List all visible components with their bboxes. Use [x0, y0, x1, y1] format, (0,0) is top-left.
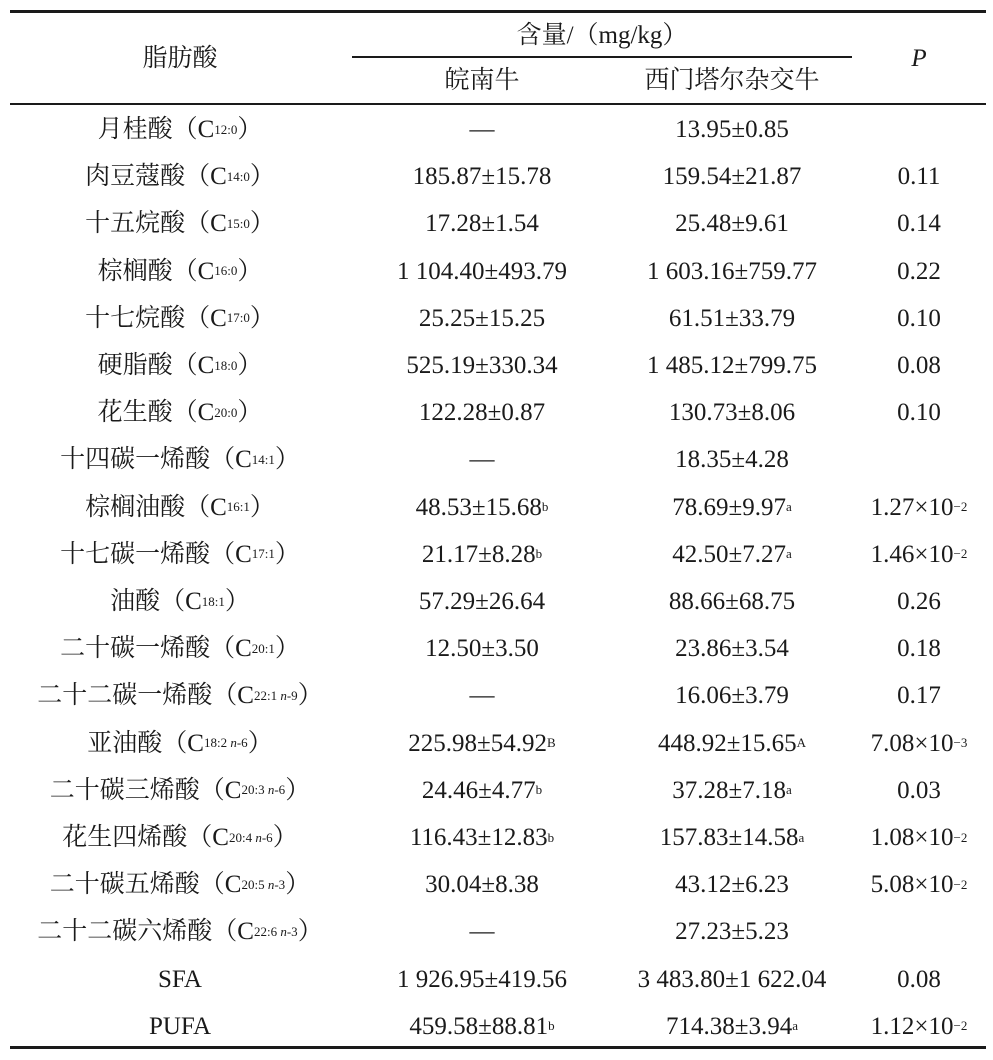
fatty-acid-name: 二十碳一烯酸（C 20:1 ）: [60, 635, 300, 663]
p-value: 1.12×10 −2: [870, 1012, 968, 1040]
wannan-mean-sd: 25.25±15.25: [418, 304, 546, 332]
cross-mean-sd: 18.35±4.28: [675, 446, 789, 474]
cross-value: [612, 578, 852, 625]
wannan-value: [352, 956, 612, 1003]
header-p: P: [911, 45, 927, 72]
close-paren: ）: [224, 588, 250, 616]
close-paren: ）: [274, 635, 300, 663]
cross-value: [612, 956, 852, 1003]
cross-mean-sd: 42.50±7.27: [672, 540, 786, 568]
fatty-acid-name: 肉豆蔻酸（C 14:0 ）: [85, 163, 275, 191]
cross-mean-sd: 13.95±0.85: [675, 116, 789, 144]
cross-value: 448.92±15.65 A: [657, 729, 807, 757]
cross-mean-sd: 159.54±21.87: [662, 163, 802, 191]
wannan-value: [352, 436, 612, 483]
cross-mean-sd: 25.48±9.61: [675, 210, 789, 238]
fatty-acid-label: 硬脂酸（C: [97, 352, 215, 380]
wannan-value: [352, 861, 612, 908]
p-value: [852, 389, 986, 436]
cross-value: [612, 200, 852, 247]
wannan-mean-sd: —: [469, 116, 495, 144]
fatty-acid-label: 棕榈酸（C: [97, 257, 215, 285]
p-value-text: 0.18: [897, 635, 941, 663]
header-cross: 西门塔尔杂交牛: [644, 67, 820, 94]
cross-value: 714.38±3.94 a: [665, 1012, 798, 1040]
close-paren: ）: [237, 116, 263, 144]
wannan-mean-sd: 459.58±88.81: [409, 1012, 549, 1040]
fatty-acid-label: 十七碳一烯酸（C: [60, 540, 252, 568]
close-paren: ）: [285, 776, 311, 804]
fatty-acid-label: 月桂酸（C: [97, 116, 215, 144]
cross-mean-sd: 1 603.16±759.77: [647, 257, 817, 285]
fatty-acid-label: 二十碳一烯酸（C: [60, 635, 252, 663]
close-paren: ）: [247, 729, 273, 757]
p-value-text: 0.11: [897, 163, 941, 191]
close-paren: ）: [237, 352, 263, 380]
cross-mean-sd: 27.23±5.23: [675, 918, 789, 946]
header-rule: [10, 103, 986, 105]
close-paren: ）: [249, 493, 275, 521]
header-content-group: 含量/（mg/kg）: [516, 21, 688, 49]
cross-mean-sd: 1 485.12±799.75: [647, 352, 817, 380]
fatty-acid-label: 二十碳五烯酸（C: [49, 871, 242, 899]
p-value: 1.08×10 −2: [870, 824, 968, 852]
fatty-acid-label: 肉豆蔻酸（C: [85, 163, 227, 191]
p-value: [852, 153, 986, 200]
wannan-mean-sd: 21.17±8.28: [421, 540, 536, 568]
p-value: [852, 436, 986, 483]
wannan-mean-sd: 30.04±8.38: [425, 871, 539, 899]
fatty-acid-name: 花生酸（C 20:0 ）: [97, 399, 263, 427]
wannan-mean-sd: —: [469, 446, 495, 474]
fatty-acid-label: SFA: [157, 965, 202, 993]
cross-value: [612, 153, 852, 200]
cross-value: [612, 436, 852, 483]
cross-mean-sd: 130.73±8.06: [668, 399, 796, 427]
p-value: [852, 106, 986, 153]
p-value: [852, 956, 986, 1003]
p-value: [852, 625, 986, 672]
p-value: [852, 295, 986, 342]
fatty-acid-name: 棕榈油酸（C 16:1 ）: [85, 493, 275, 521]
wannan-value: [352, 672, 612, 719]
fatty-acid-name: 十五烷酸（C 15:0 ）: [85, 210, 275, 238]
wannan-value: 21.17±8.28 b: [421, 540, 543, 568]
p-value-text: 7.08×10: [870, 729, 954, 757]
header-wannan: 皖南牛: [444, 67, 520, 94]
header-fatty-acid: 脂肪酸: [142, 45, 218, 72]
wannan-value: [352, 389, 612, 436]
cross-value: [612, 106, 852, 153]
cross-mean-sd: 714.38±3.94: [665, 1012, 793, 1040]
p-value-text: 1.12×10: [870, 1012, 954, 1040]
p-value-text: 0.17: [897, 682, 941, 710]
fatty-acid-name: [10, 1003, 350, 1050]
fatty-acid-label: PUFA: [148, 1012, 212, 1040]
p-value-text: 0.08: [897, 352, 941, 380]
cross-value: 157.83±14.58 a: [659, 824, 805, 852]
fatty-acid-label: 棕榈油酸（C: [85, 493, 227, 521]
fatty-acid-name: 花生四烯酸（C 20:4 n-6 ）: [62, 824, 298, 852]
p-value-text: 1.27×10: [870, 493, 954, 521]
wannan-value: [352, 200, 612, 247]
fatty-acid-name: 亚油酸（C 18:2 n-6 ）: [87, 729, 273, 757]
cross-mean-sd: 3 483.80±1 622.04: [637, 965, 827, 993]
wannan-value: [352, 625, 612, 672]
p-value: 1.27×10 −2: [870, 493, 968, 521]
wannan-mean-sd: 12.50±3.50: [425, 635, 539, 663]
wannan-value: [352, 342, 612, 389]
fatty-acid-label: 十四碳一烯酸（C: [60, 446, 252, 474]
fatty-acid-label: 十五烷酸（C: [85, 210, 227, 238]
cross-mean-sd: 23.86±3.54: [675, 635, 789, 663]
fatty-acid-label: 二十碳三烯酸（C: [49, 776, 242, 804]
wannan-value: 116.43±12.83 b: [409, 824, 555, 852]
close-paren: ）: [249, 304, 275, 332]
close-paren: ）: [249, 210, 275, 238]
wannan-mean-sd: 116.43±12.83: [409, 824, 548, 852]
p-value: [852, 578, 986, 625]
cross-value: [612, 908, 852, 955]
wannan-mean-sd: 122.28±0.87: [418, 399, 546, 427]
fatty-acid-label: 二十二碳六烯酸（C: [37, 918, 254, 946]
wannan-mean-sd: 1 926.95±419.56: [397, 965, 567, 993]
wannan-value: 48.53±15.68 b: [415, 493, 549, 521]
cross-value: [612, 248, 852, 295]
p-value: [852, 767, 986, 814]
wannan-mean-sd: 225.98±54.92: [408, 729, 548, 757]
cross-mean-sd: 78.69±9.97: [672, 493, 786, 521]
cross-mean-sd: 43.12±6.23: [675, 871, 789, 899]
p-value-text: 1.08×10: [870, 824, 954, 852]
p-value: [852, 672, 986, 719]
p-value-text: 0.22: [897, 257, 941, 285]
cross-value: 42.50±7.27 a: [672, 540, 792, 568]
wannan-value: [352, 908, 612, 955]
wannan-mean-sd: 185.87±15.78: [412, 163, 552, 191]
cross-value: [612, 389, 852, 436]
p-value: 1.46×10 −2: [870, 540, 968, 568]
cross-mean-sd: 37.28±7.18: [672, 776, 786, 804]
fatty-acid-label: 亚油酸（C: [87, 729, 204, 757]
fatty-acid-name: 二十二碳一烯酸（C 22:1 n-9 ）: [37, 682, 323, 710]
fatty-acid-label: 十七烷酸（C: [85, 304, 227, 332]
wannan-mean-sd: —: [469, 918, 495, 946]
cross-value: 37.28±7.18 a: [672, 776, 792, 804]
p-value: 5.08×10 −2: [870, 871, 968, 899]
wannan-mean-sd: 17.28±1.54: [425, 210, 539, 238]
cross-value: 78.69±9.97 a: [672, 493, 792, 521]
close-paren: ）: [274, 540, 300, 568]
p-value-text: 1.46×10: [870, 540, 954, 568]
p-value-text: 0.10: [897, 304, 941, 332]
p-value-text: 0.10: [897, 399, 941, 427]
wannan-mean-sd: 48.53±15.68: [415, 493, 542, 521]
fatty-acid-name: 二十二碳六烯酸（C 22:6 n-3 ）: [37, 918, 323, 946]
p-value-text: 5.08×10: [870, 871, 954, 899]
wannan-value: [352, 153, 612, 200]
fatty-acid-name: 十七碳一烯酸（C 17:1 ）: [60, 540, 300, 568]
fatty-acid-name: 硬脂酸（C 18:0 ）: [97, 352, 263, 380]
fatty-acid-label: 花生四烯酸（C: [62, 824, 229, 852]
close-paren: ）: [249, 163, 275, 191]
wannan-mean-sd: 57.29±26.64: [418, 588, 546, 616]
wannan-mean-sd: 525.19±330.34: [406, 352, 558, 380]
fatty-acid-name: [10, 956, 350, 1003]
close-paren: ）: [297, 918, 323, 946]
close-paren: ）: [237, 399, 263, 427]
fatty-acid-name: 棕榈酸（C 16:0 ）: [97, 257, 263, 285]
wannan-mean-sd: 24.46±4.77: [421, 776, 536, 804]
p-value-text: 0.03: [897, 776, 941, 804]
p-value: [852, 342, 986, 389]
p-value-text: 0.14: [897, 210, 941, 238]
fatty-acid-name: 月桂酸（C 12:0 ）: [97, 116, 263, 144]
fatty-acid-label: 花生酸（C: [97, 399, 215, 427]
p-value-text: 0.26: [897, 588, 941, 616]
cross-value: [612, 625, 852, 672]
wannan-value: [352, 106, 612, 153]
wannan-value: [352, 578, 612, 625]
wannan-mean-sd: —: [469, 682, 495, 710]
p-value: [852, 248, 986, 295]
fatty-acid-label: 二十二碳一烯酸（C: [37, 682, 254, 710]
close-paren: ）: [285, 871, 311, 899]
fatty-acid-name: 二十碳五烯酸（C 20:5 n-3 ）: [49, 871, 311, 899]
close-paren: ）: [274, 446, 300, 474]
wannan-value: 459.58±88.81 b: [409, 1012, 555, 1040]
p-value: 7.08×10 −3: [870, 729, 968, 757]
cross-value: [612, 295, 852, 342]
top-rule: [10, 10, 986, 13]
fatty-acid-name: 油酸（C 18:1 ）: [110, 588, 250, 616]
p-value: [852, 200, 986, 247]
fatty-acid-name: 十七烷酸（C 17:0 ）: [85, 304, 275, 332]
wannan-value: [352, 295, 612, 342]
fatty-acid-label: 油酸（C: [110, 588, 202, 616]
fatty-acid-name: 十四碳一烯酸（C 14:1 ）: [60, 446, 300, 474]
cross-mean-sd: 16.06±3.79: [675, 682, 789, 710]
p-value-text: 0.08: [897, 965, 941, 993]
cross-value: [612, 672, 852, 719]
close-paren: ）: [297, 682, 323, 710]
wannan-value: 225.98±54.92 B: [408, 729, 556, 757]
cross-mean-sd: 61.51±33.79: [668, 304, 796, 332]
p-value: [852, 908, 986, 955]
wannan-value: [352, 248, 612, 295]
cross-value: [612, 342, 852, 389]
cross-mean-sd: 88.66±68.75: [668, 588, 796, 616]
wannan-mean-sd: 1 104.40±493.79: [397, 257, 567, 285]
wannan-value: 24.46±4.77 b: [421, 776, 543, 804]
cross-mean-sd: 157.83±14.58: [659, 824, 799, 852]
close-paren: ）: [237, 257, 263, 285]
cross-mean-sd: 448.92±15.65: [657, 729, 797, 757]
fatty-acid-name: 二十碳三烯酸（C 20:3 n-6 ）: [49, 776, 311, 804]
close-paren: ）: [272, 824, 298, 852]
cross-value: [612, 861, 852, 908]
